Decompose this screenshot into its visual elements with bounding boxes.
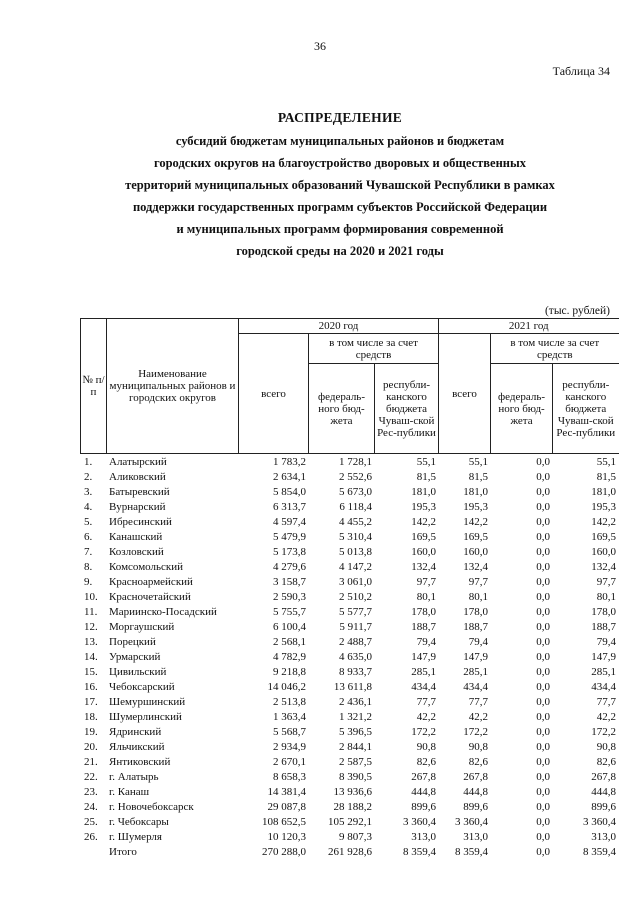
header-name: Наименование муниципальных районов и городских округов <box>107 319 239 454</box>
federal-2021: 0,0 <box>536 516 550 528</box>
federal-2021: 0,0 <box>536 591 550 603</box>
district-name: Итого <box>109 846 137 858</box>
table-row <box>80 545 618 560</box>
federal-2021: 0,0 <box>536 561 550 573</box>
title-line: городских округов на благоустройство дворовых и общественных <box>153 156 527 170</box>
table-row <box>80 755 618 770</box>
federal-2020: 9 807,3 <box>339 831 372 843</box>
header-federal-2021: федераль-ного бюд-жета <box>491 364 553 454</box>
total-2020: 4 597,4 <box>273 516 306 528</box>
total-2020: 108 652,5 <box>262 816 306 828</box>
header-total-2021: всего <box>439 334 491 454</box>
row-number <box>80 845 106 860</box>
table-row <box>80 500 618 515</box>
header-year-2021: 2021 год <box>439 319 619 334</box>
table-row <box>80 620 618 635</box>
republic-2021: 3 360,4 <box>583 816 616 828</box>
district-name: Моргаушский <box>109 621 175 633</box>
row-number: 11. <box>84 606 98 618</box>
federal-2020: 2 488,7 <box>339 636 372 648</box>
federal-2021: 0,0 <box>536 546 550 558</box>
republic-2020: 3 360,4 <box>403 816 436 828</box>
table-row <box>80 725 618 740</box>
republic-2020: 195,3 <box>411 501 436 513</box>
total-2021: 160,0 <box>463 546 488 558</box>
header-year-2020: 2020 год <box>239 319 439 334</box>
republic-2021: 97,7 <box>596 576 616 588</box>
total-2020: 270 288,0 <box>262 846 306 858</box>
table-row <box>80 710 618 725</box>
republic-2021: 195,3 <box>591 501 616 513</box>
total-2020: 4 279,6 <box>273 561 306 573</box>
table-row <box>80 680 618 695</box>
total-2021: 79,4 <box>468 636 488 648</box>
title-line: территорий муниципальных образований Чувашской Республики в рамках <box>125 178 555 192</box>
federal-2020: 28 188,2 <box>333 801 372 813</box>
federal-2021: 0,0 <box>536 576 550 588</box>
row-number: 15. <box>84 666 98 678</box>
row-number: 9. <box>84 576 93 588</box>
federal-2021: 0,0 <box>536 696 550 708</box>
republic-2020: 434,4 <box>411 681 436 693</box>
table-row <box>80 575 618 590</box>
republic-2020: 79,4 <box>416 636 436 648</box>
total-row <box>80 845 618 860</box>
total-2021: 172,2 <box>463 726 488 738</box>
federal-2021: 0,0 <box>536 831 550 843</box>
district-name: Комсомольский <box>109 561 184 573</box>
total-2021: 77,7 <box>468 696 488 708</box>
row-number: 25. <box>84 816 98 828</box>
republic-2021: 79,4 <box>596 636 616 648</box>
republic-2021: 178,0 <box>591 606 616 618</box>
total-2020: 1 783,2 <box>273 456 306 468</box>
republic-2021: 181,0 <box>591 486 616 498</box>
republic-2020: 444,8 <box>411 786 436 798</box>
republic-2020: 97,7 <box>416 576 436 588</box>
total-2021: 147,9 <box>463 651 488 663</box>
republic-2020: 90,8 <box>416 741 436 753</box>
row-number: 7. <box>84 546 93 558</box>
row-number: 17. <box>84 696 98 708</box>
republic-2021: 147,9 <box>591 651 616 663</box>
total-2021: 142,2 <box>463 516 488 528</box>
table-row <box>80 830 618 845</box>
table-row <box>80 530 618 545</box>
federal-2021: 0,0 <box>536 756 550 768</box>
total-2020: 14 046,2 <box>267 681 306 693</box>
total-2021: 899,6 <box>463 801 488 813</box>
table-row <box>80 770 618 785</box>
total-2020: 5 755,7 <box>273 606 306 618</box>
republic-2020: 80,1 <box>416 591 436 603</box>
table-header <box>80 318 619 454</box>
total-2021: 8 359,4 <box>455 846 488 858</box>
table-row <box>80 740 618 755</box>
header-federal-2020: федераль-ного бюд-жета <box>309 364 375 454</box>
republic-2020: 267,8 <box>411 771 436 783</box>
republic-2021: 81,5 <box>596 471 616 483</box>
total-2020: 3 158,7 <box>273 576 306 588</box>
republic-2020: 899,6 <box>411 801 436 813</box>
federal-2020: 2 844,1 <box>339 741 372 753</box>
republic-2021: 80,1 <box>596 591 616 603</box>
republic-2020: 313,0 <box>411 831 436 843</box>
federal-2020: 13 611,8 <box>333 681 372 693</box>
row-number: 3. <box>84 486 93 498</box>
federal-2020: 1 321,2 <box>339 711 372 723</box>
total-2021: 285,1 <box>463 666 488 678</box>
federal-2021: 0,0 <box>536 621 550 633</box>
total-2020: 9 218,8 <box>273 666 306 678</box>
row-number: 14. <box>84 651 98 663</box>
republic-2021: 82,6 <box>596 756 616 768</box>
republic-2021: 142,2 <box>591 516 616 528</box>
federal-2020: 2 552,6 <box>339 471 372 483</box>
row-number: 2. <box>84 471 93 483</box>
federal-2021: 0,0 <box>536 501 550 513</box>
federal-2020: 4 147,2 <box>339 561 372 573</box>
republic-2020: 132,4 <box>411 561 436 573</box>
republic-2020: 172,2 <box>411 726 436 738</box>
document-title <box>60 110 620 262</box>
federal-2021: 0,0 <box>536 651 550 663</box>
republic-2021: 434,4 <box>591 681 616 693</box>
federal-2021: 0,0 <box>536 486 550 498</box>
total-2021: 97,7 <box>468 576 488 588</box>
total-2021: 195,3 <box>463 501 488 513</box>
district-name: Урмарский <box>109 651 161 663</box>
federal-2021: 0,0 <box>536 471 550 483</box>
republic-2020: 81,5 <box>416 471 436 483</box>
federal-2020: 2 436,1 <box>339 696 372 708</box>
republic-2021: 77,7 <box>596 696 616 708</box>
federal-2020: 2 510,2 <box>339 591 372 603</box>
federal-2020: 3 061,0 <box>339 576 372 588</box>
district-name: г. Новочебоксарск <box>109 801 194 813</box>
total-2021: 82,6 <box>468 756 488 768</box>
title-line: субсидий бюджетам муниципальных районов и бюджетам <box>175 134 505 148</box>
federal-2020: 6 118,4 <box>339 501 372 513</box>
republic-2021: 42,2 <box>596 711 616 723</box>
table-row <box>80 800 618 815</box>
header-including-2020: в том числе за счет средств <box>309 334 439 364</box>
row-number: 4. <box>84 501 93 513</box>
table-row <box>80 470 618 485</box>
total-2020: 14 381,4 <box>267 786 306 798</box>
header-including-2021: в том числе за счет средств <box>491 334 619 364</box>
district-name: Мариинско-Посадский <box>109 606 217 618</box>
district-name: г. Чебоксары <box>109 816 169 828</box>
republic-2020: 55,1 <box>416 456 436 468</box>
header-republic-2021: республи-канского бюджета Чуваш-ской Рес-публики <box>553 364 619 454</box>
republic-2020: 160,0 <box>411 546 436 558</box>
federal-2020: 261 928,6 <box>328 846 372 858</box>
row-number: 10. <box>84 591 98 603</box>
table-row <box>80 605 618 620</box>
republic-2021: 160,0 <box>591 546 616 558</box>
header-republic-2020: республи-канского бюджета Чуваш-ской Рес-публики <box>375 364 439 454</box>
federal-2021: 0,0 <box>536 531 550 543</box>
district-name: Порецкий <box>109 636 156 648</box>
row-number: 19. <box>84 726 98 738</box>
federal-2021: 0,0 <box>536 666 550 678</box>
republic-2021: 899,6 <box>591 801 616 813</box>
district-name: Яльчикский <box>109 741 165 753</box>
row-number: 6. <box>84 531 93 543</box>
republic-2021: 267,8 <box>591 771 616 783</box>
table-row <box>80 590 618 605</box>
total-2020: 2 568,1 <box>273 636 306 648</box>
row-number: 22. <box>84 771 98 783</box>
total-2021: 188,7 <box>463 621 488 633</box>
district-name: Янтиковский <box>109 756 171 768</box>
district-name: г. Алатырь <box>109 771 159 783</box>
total-2020: 2 634,1 <box>273 471 306 483</box>
table-row <box>80 485 618 500</box>
federal-2020: 13 936,6 <box>333 786 372 798</box>
total-2021: 90,8 <box>468 741 488 753</box>
republic-2020: 169,5 <box>411 531 436 543</box>
district-name: Цивильский <box>109 666 167 678</box>
federal-2020: 4 455,2 <box>339 516 372 528</box>
total-2021: 42,2 <box>468 711 488 723</box>
republic-2021: 444,8 <box>591 786 616 798</box>
federal-2021: 0,0 <box>536 636 550 648</box>
total-2021: 444,8 <box>463 786 488 798</box>
republic-2020: 82,6 <box>416 756 436 768</box>
header-num: № п/п <box>81 319 107 454</box>
header-total-2020: всего <box>239 334 309 454</box>
total-2020: 5 854,0 <box>273 486 306 498</box>
total-2021: 178,0 <box>463 606 488 618</box>
federal-2021: 0,0 <box>536 456 550 468</box>
federal-2020: 8 933,7 <box>339 666 372 678</box>
table-row <box>80 665 618 680</box>
federal-2020: 2 587,5 <box>339 756 372 768</box>
republic-2020: 77,7 <box>416 696 436 708</box>
table-row <box>80 815 618 830</box>
row-number: 23. <box>84 786 98 798</box>
table-row <box>80 785 618 800</box>
total-2021: 132,4 <box>463 561 488 573</box>
republic-2020: 285,1 <box>411 666 436 678</box>
total-2020: 4 782,9 <box>273 651 306 663</box>
table-label: Таблица 34 <box>552 64 610 78</box>
federal-2020: 8 390,5 <box>339 771 372 783</box>
republic-2021: 8 359,4 <box>583 846 616 858</box>
total-2020: 5 173,8 <box>273 546 306 558</box>
table-row <box>80 560 618 575</box>
data-table <box>80 455 618 860</box>
row-number: 13. <box>84 636 98 648</box>
total-2021: 267,8 <box>463 771 488 783</box>
table-row <box>80 515 618 530</box>
row-number: 20. <box>84 741 98 753</box>
federal-2021: 0,0 <box>536 726 550 738</box>
district-name: Красноармейский <box>109 576 193 588</box>
total-2020: 6 313,7 <box>273 501 306 513</box>
row-number: 21. <box>84 756 98 768</box>
total-2020: 2 934,9 <box>273 741 306 753</box>
republic-2021: 313,0 <box>591 831 616 843</box>
title-line: городской среды на 2020 и 2021 годы <box>236 244 444 258</box>
total-2020: 6 100,4 <box>273 621 306 633</box>
district-name: Красночетайский <box>109 591 191 603</box>
federal-2020: 1 728,1 <box>339 456 372 468</box>
district-name: Алатырский <box>109 456 167 468</box>
federal-2021: 0,0 <box>536 801 550 813</box>
district-name: Аликовский <box>109 471 166 483</box>
federal-2021: 0,0 <box>536 741 550 753</box>
row-number: 8. <box>84 561 93 573</box>
total-2021: 55,1 <box>468 456 488 468</box>
total-2020: 2 513,8 <box>273 696 306 708</box>
units-label: (тыс. рублей) <box>544 305 610 317</box>
district-name: Батыревский <box>109 486 170 498</box>
row-number: 26. <box>84 831 98 843</box>
district-name: г. Шумерля <box>109 831 162 843</box>
republic-2020: 42,2 <box>416 711 436 723</box>
federal-2020: 5 013,8 <box>339 546 372 558</box>
total-2021: 80,1 <box>468 591 488 603</box>
title-main: РАСПРЕДЕЛЕНИЕ <box>277 110 403 125</box>
table-row <box>80 695 618 710</box>
republic-2020: 181,0 <box>411 486 436 498</box>
total-2020: 5 479,9 <box>273 531 306 543</box>
total-2021: 434,4 <box>463 681 488 693</box>
table-row <box>80 635 618 650</box>
district-name: Канашский <box>109 531 163 543</box>
federal-2021: 0,0 <box>536 711 550 723</box>
district-name: Вурнарский <box>109 501 166 513</box>
total-2020: 5 568,7 <box>273 726 306 738</box>
district-name: Козловский <box>109 546 164 558</box>
row-number: 5. <box>84 516 93 528</box>
total-2020: 10 120,3 <box>267 831 306 843</box>
title-line: поддержки государственных программ субъектов Российской Федерации <box>132 200 548 214</box>
district-name: Шумерлинский <box>109 711 182 723</box>
total-2020: 2 670,1 <box>273 756 306 768</box>
total-2020: 29 087,8 <box>267 801 306 813</box>
total-2021: 3 360,4 <box>455 816 488 828</box>
district-name: Чебоксарский <box>109 681 175 693</box>
federal-2021: 0,0 <box>536 771 550 783</box>
table-row <box>80 650 618 665</box>
republic-2021: 188,7 <box>591 621 616 633</box>
row-number: 24. <box>84 801 98 813</box>
republic-2021: 169,5 <box>591 531 616 543</box>
total-2021: 81,5 <box>468 471 488 483</box>
row-number: 1. <box>84 456 93 468</box>
total-2020: 8 658,3 <box>273 771 306 783</box>
federal-2020: 5 911,7 <box>339 621 372 633</box>
republic-2020: 178,0 <box>411 606 436 618</box>
republic-2020: 147,9 <box>411 651 436 663</box>
federal-2020: 5 577,7 <box>339 606 372 618</box>
federal-2020: 5 673,0 <box>339 486 372 498</box>
district-name: Шемуршинский <box>109 696 186 708</box>
row-number: 16. <box>84 681 98 693</box>
page-number: 36 <box>314 39 326 53</box>
total-2021: 169,5 <box>463 531 488 543</box>
republic-2021: 132,4 <box>591 561 616 573</box>
total-2021: 181,0 <box>463 486 488 498</box>
district-name: г. Канаш <box>109 786 150 798</box>
row-number: 18. <box>84 711 98 723</box>
total-2020: 1 363,4 <box>273 711 306 723</box>
federal-2020: 4 635,0 <box>339 651 372 663</box>
federal-2021: 0,0 <box>536 846 550 858</box>
republic-2020: 142,2 <box>411 516 436 528</box>
federal-2021: 0,0 <box>536 786 550 798</box>
district-name: Ибресинский <box>109 516 172 528</box>
republic-2021: 172,2 <box>591 726 616 738</box>
table-row <box>80 455 618 470</box>
total-2021: 313,0 <box>463 831 488 843</box>
federal-2021: 0,0 <box>536 606 550 618</box>
federal-2020: 5 396,5 <box>339 726 372 738</box>
federal-2020: 5 310,4 <box>339 531 372 543</box>
title-line: и муниципальных программ формирования современной <box>176 222 504 236</box>
total-2020: 2 590,3 <box>273 591 306 603</box>
republic-2021: 285,1 <box>591 666 616 678</box>
federal-2020: 105 292,1 <box>328 816 372 828</box>
federal-2021: 0,0 <box>536 681 550 693</box>
federal-2021: 0,0 <box>536 816 550 828</box>
republic-2021: 90,8 <box>596 741 616 753</box>
district-name: Ядринский <box>109 726 162 738</box>
row-number: 12. <box>84 621 98 633</box>
republic-2020: 188,7 <box>411 621 436 633</box>
republic-2020: 8 359,4 <box>403 846 436 858</box>
republic-2021: 55,1 <box>596 456 616 468</box>
